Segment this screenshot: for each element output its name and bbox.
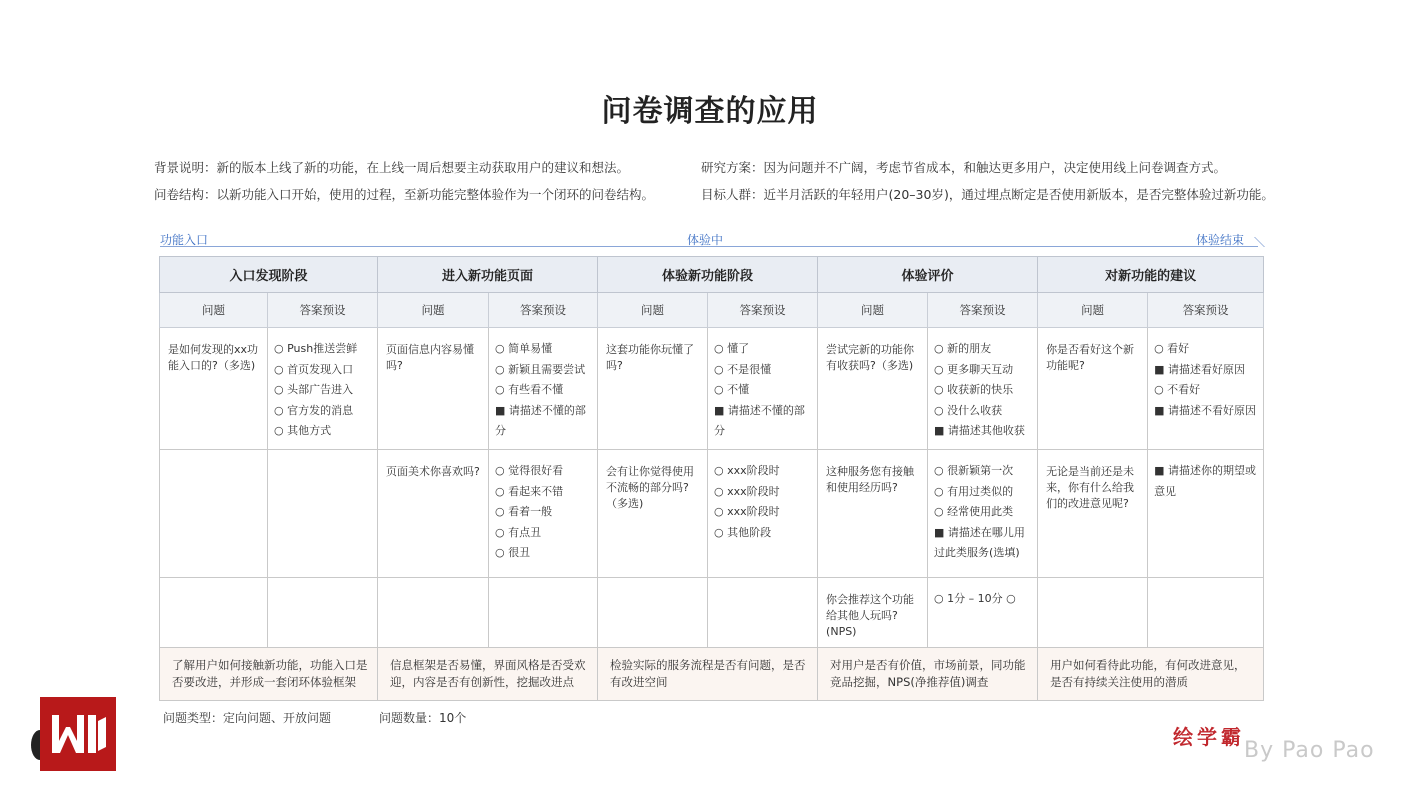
answer-cell (708, 450, 818, 578)
question-header: 问题 (378, 293, 489, 328)
answer-cell (708, 578, 818, 648)
page-title: 问卷调查的应用 (601, 94, 819, 129)
answer-option: ■ 请描述不看好原因 (1154, 403, 1256, 417)
goal-row (160, 648, 1264, 701)
question-cell: 会有让你觉得使用不流畅的部分吗?（多选) (598, 450, 708, 578)
answer-cell (489, 578, 598, 648)
answer-cell (268, 450, 378, 578)
flow-middle-label: 体验中 (687, 233, 724, 247)
question-cell (598, 578, 708, 648)
stage-header: 体验评价 (818, 257, 1038, 293)
answer-option: ○ 觉得很好看 (495, 464, 564, 477)
answer-option: ○ 有些看不懂 (495, 383, 564, 396)
stage-header-row (160, 257, 1264, 293)
answer-cell (489, 328, 598, 450)
answer-option: ○ 懂了 (714, 342, 750, 355)
logo-mark-icon (40, 697, 116, 771)
stage-goal: 用户如何看待此功能，有何改进意见，是否有持续关注使用的潜质 (1038, 648, 1264, 701)
question-row (160, 328, 1264, 450)
question-cell (160, 578, 268, 648)
answer-option: ○ 其他阶段 (714, 525, 772, 539)
question-row (160, 578, 1264, 648)
answer-option: ○ 看好 (1154, 342, 1190, 355)
answer-cell (708, 328, 818, 450)
answer-option: ■ 请描述不懂的部分 (714, 403, 805, 437)
answer-option: ○ 看起来不错 (495, 484, 564, 498)
answer-options (934, 461, 1033, 564)
answer-option: ○ 简单易懂 (495, 342, 553, 355)
question-header: 问题 (818, 293, 928, 328)
question-cell: 你会推荐这个功能给其他人玩吗?(NPS) (818, 578, 928, 648)
answer-option: ○ 有用过类似的 (934, 484, 1014, 498)
plan-description: 研究方案：因为问题并不广阔，考虑节省成本，和触达更多用户，决定使用线上问卷调查方式。 (701, 160, 1227, 175)
answer-option: ○ 很新颖第一次 (934, 464, 1014, 477)
answer-option: ○ 经常使用此类 (934, 505, 1014, 518)
stage-header: 体验新功能阶段 (598, 257, 818, 293)
answer-header: 答案预设 (928, 293, 1038, 328)
question-header: 问题 (1038, 293, 1148, 328)
answer-options (934, 589, 1033, 610)
question-cell: 无论是当前还是未来，你有什么给我们的改进意见呢? (1038, 450, 1148, 578)
author-byline: By Pao Pao (1244, 738, 1375, 763)
answer-options (714, 461, 813, 543)
answer-option: ○ 很丑 (495, 546, 531, 559)
question-row (160, 450, 1264, 578)
answer-cell (928, 328, 1038, 450)
answer-option: ○ 首页发现入口 (274, 362, 354, 376)
question-count-note: 问题数量：10个 (379, 711, 467, 725)
question-cell: 这套功能你玩懂了吗? (598, 328, 708, 450)
question-cell: 页面信息内容易懂吗? (378, 328, 489, 450)
answer-option: ○ xxx阶段时 (714, 505, 780, 518)
answer-header: 答案预设 (708, 293, 818, 328)
brand-name: 绘学霸 (1173, 725, 1245, 749)
answer-option: ○ 更多聊天互动 (934, 362, 1014, 376)
question-cell: 尝试完新的功能你有收获吗?（多选) (818, 328, 928, 450)
answer-cell (489, 450, 598, 578)
answer-header: 答案预设 (489, 293, 598, 328)
answer-option: ■ 请描述在哪儿用过此类服务(选填) (934, 525, 1025, 559)
answer-cell (268, 328, 378, 450)
answer-option: ○ xxx阶段时 (714, 484, 780, 498)
flow-end-label: 体验结束 (1196, 233, 1245, 247)
flow-timeline (160, 246, 1258, 247)
answer-cell (1148, 450, 1264, 578)
answer-option: ○ 新的朋友 (934, 342, 992, 355)
question-cell (378, 578, 489, 648)
answer-cell (928, 450, 1038, 578)
question-cell (160, 450, 268, 578)
answer-option: ■ 请描述看好原因 (1154, 362, 1245, 376)
answer-cell (928, 578, 1038, 648)
answer-option: ○ 不懂 (714, 383, 750, 396)
answer-option: ○ 其他方式 (274, 424, 332, 437)
answer-option: ■ 请描述不懂的部分 (495, 403, 586, 437)
question-cell: 你是否看好这个新功能呢? (1038, 328, 1148, 450)
audience-description: 目标人群：近半月活跃的年轻用户(20–30岁)，通过埋点断定是否使用新版本，是否完整体验过新功能。 (701, 187, 1274, 202)
answer-options (1154, 339, 1259, 421)
answer-option: ○ 不看好 (1154, 383, 1201, 396)
question-cell: 这种服务您有接触和使用经历吗? (818, 450, 928, 578)
answer-options (495, 339, 593, 442)
answer-option: ○ 有点丑 (495, 525, 542, 539)
answer-options (934, 339, 1033, 442)
stage-goal: 检验实际的服务流程是否有问题，是否有改进空间 (598, 648, 818, 701)
answer-header: 答案预设 (268, 293, 378, 328)
flow-start-label: 功能入口 (160, 233, 209, 247)
answer-options (495, 461, 593, 564)
stage-goal: 了解用户如何接触新功能，功能入口是否要改进，并形成一套闭环体验框架 (160, 648, 378, 701)
answer-cell (1148, 578, 1264, 648)
answer-option: ○ 官方发的消息 (274, 403, 354, 417)
question-header: 问题 (160, 293, 268, 328)
question-cell: 页面美术你喜欢吗? (378, 450, 489, 578)
survey-table (159, 256, 1264, 701)
answer-option: ○ 看着一般 (495, 505, 553, 518)
background-description: 背景说明：新的版本上线了新的功能，在上线一周后想要主动获取用户的建议和想法。 (154, 160, 630, 175)
answer-option: ○ 1分 – 10分 ○ (934, 592, 1016, 605)
structure-description: 问卷结构：以新功能入口开始，使用的过程，至新功能完整体验作为一个闭环的问卷结构。 (154, 187, 655, 202)
question-cell (1038, 578, 1148, 648)
answer-options (1154, 461, 1259, 502)
stage-header: 入口发现阶段 (160, 257, 378, 293)
question-cell: 是如何发现的xx功能入口的?（多选) (160, 328, 268, 450)
answer-options (274, 339, 373, 442)
answer-option: ○ 新颖且需要尝试 (495, 362, 586, 376)
stage-goal: 对用户是否有价值，市场前景，同功能竞品挖掘，NPS(净推荐值)调查 (818, 648, 1038, 701)
brand-logo (40, 697, 116, 771)
stage-header: 对新功能的建议 (1038, 257, 1264, 293)
answer-header: 答案预设 (1148, 293, 1264, 328)
answer-option: ■ 请描述你的期望或意见 (1154, 464, 1256, 498)
answer-option: ○ 头部广告进入 (274, 383, 354, 396)
answer-cell (268, 578, 378, 648)
answer-options (714, 339, 813, 442)
question-header: 问题 (598, 293, 708, 328)
answer-option: ○ xxx阶段时 (714, 464, 780, 477)
answer-option: ■ 请描述其他收获 (934, 424, 1025, 437)
stage-goal: 信息框架是否易懂，界面风格是否受欢迎，内容是否有创新性，挖掘改进点 (378, 648, 598, 701)
answer-cell (1148, 328, 1264, 450)
answer-option: ○ 收获新的快乐 (934, 383, 1014, 396)
answer-option: ○ 没什么收获 (934, 403, 1003, 417)
stage-header: 进入新功能页面 (378, 257, 598, 293)
sub-header-row (160, 293, 1264, 328)
question-type-note: 问题类型：定向问题、开放问题 (163, 711, 332, 725)
answer-option: ○ 不是很懂 (714, 362, 772, 376)
answer-option: ○ Push推送尝鲜 (274, 342, 358, 355)
